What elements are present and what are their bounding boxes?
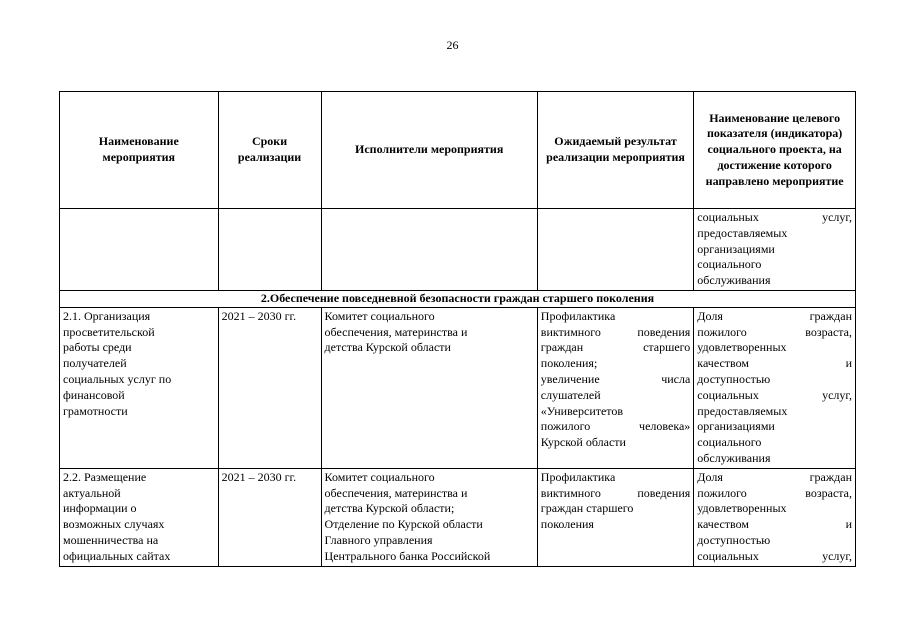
cell-line: организациями [697,241,775,256]
table-cell [218,209,321,291]
cell-line: социальных услуг, [697,210,852,224]
cell-line: качеством и [697,356,852,371]
cell-line: качеством и [697,517,852,532]
header-activity-name: Наименование мероприятия [60,92,219,209]
cell-line: актуальной [63,485,121,500]
cell-line: обслуживания [697,450,771,465]
cell-line: работы среди [63,340,132,355]
table-header-row [60,92,856,209]
cell-line: грамотности [63,403,128,418]
cell-line: Профилактика [540,308,616,323]
indicator-cell [694,307,856,468]
cell-line: Главного управления [324,532,433,547]
cell-line: социальных услуг, [697,387,852,402]
cell-line: Центрального банка Российской [324,548,491,563]
indicator-cell [694,468,856,566]
page-number: 26 [446,38,459,52]
period-cell: 2021 – 2030 гг. [218,468,321,566]
cell-line: просветительской [63,324,155,339]
cell-line: предоставляемых [697,225,788,240]
cell-line: мошенничества на [63,532,159,547]
executors-cell [321,307,537,468]
cell-line: виктимного поведения [540,485,691,500]
cell-line: Доля граждан [697,308,852,323]
table-row [60,307,856,468]
cell-line: детства Курской области [324,340,451,355]
cell-line: поколения; [540,356,598,371]
cell-line: социального [697,435,762,450]
cell-line: увеличение числа [540,371,691,386]
cell-line: 2.1. Организация [63,308,151,323]
cell-line: социального [697,257,762,272]
cell-line: детства Курской области; [324,501,455,516]
table-cell [537,209,694,291]
section-title: 2.Обеспечение повседневной безопасности граждан старшего поколения [60,290,856,307]
header-period: Сроки реализации [218,92,321,209]
cell-line: возможных случаях [63,517,165,532]
cell-line: «Университетов [540,403,624,418]
activities-table [59,91,856,567]
cell-line: пожилого человека» [540,419,691,434]
cell-line: поколения [540,517,594,532]
cell-line: получателей [63,356,127,371]
cell-line: Профилактика [540,469,616,484]
table-cell [60,209,219,291]
table-cell [321,209,537,291]
cell-line: Курской области [540,435,626,450]
cell-line: удовлетворенных [697,501,787,516]
cell-line: доступностью [697,532,771,547]
cell-line: доступностью [697,371,771,386]
header-executors: Исполнители мероприятия [321,92,537,209]
activity-name-cell [60,307,219,468]
cell-line: пожилого возраста, [697,485,852,500]
cell-line: финансовой [63,387,125,402]
cell-line: обеспечения, материнства и [324,324,468,339]
cell-line: организациями [697,419,775,434]
cell-line: обеспечения, материнства и [324,485,468,500]
table-row [60,468,856,566]
expected-result-cell [537,468,694,566]
header-target-indicator: Наименование целевого показателя (индикатора) социального проекта, на достижение которого направлено мероприятие [694,92,856,209]
header-expected-result: Ожидаемый результат реализации мероприятия [537,92,694,209]
cell-line: граждан старшего [540,501,634,516]
cell-line: обслуживания [697,273,771,288]
continuation-row [60,209,856,291]
cell-line: социальных услуг по [63,371,172,386]
expected-result-cell [537,307,694,468]
indicator-cell [694,209,856,291]
cell-line: Комитет социального [324,308,435,323]
cell-line: официальных сайтах [63,548,171,563]
cell-line: социальных услуг, [697,548,852,563]
cell-line: пожилого возраста, [697,324,852,339]
cell-line: Доля граждан [697,469,852,484]
cell-line: граждан старшего [540,340,691,355]
cell-line: удовлетворенных [697,340,787,355]
cell-line: Отделение по Курской области [324,517,483,532]
cell-line: виктимного поведения [540,324,691,339]
cell-line: предоставляемых [697,403,788,418]
period-cell: 2021 – 2030 гг. [218,307,321,468]
cell-line: слушателей [540,387,601,402]
cell-line: 2.2. Размещение [63,469,147,484]
cell-line: информации о [63,501,137,516]
executors-cell [321,468,537,566]
cell-line: Комитет социального [324,469,435,484]
activity-name-cell [60,468,219,566]
section-title-row [60,290,856,307]
